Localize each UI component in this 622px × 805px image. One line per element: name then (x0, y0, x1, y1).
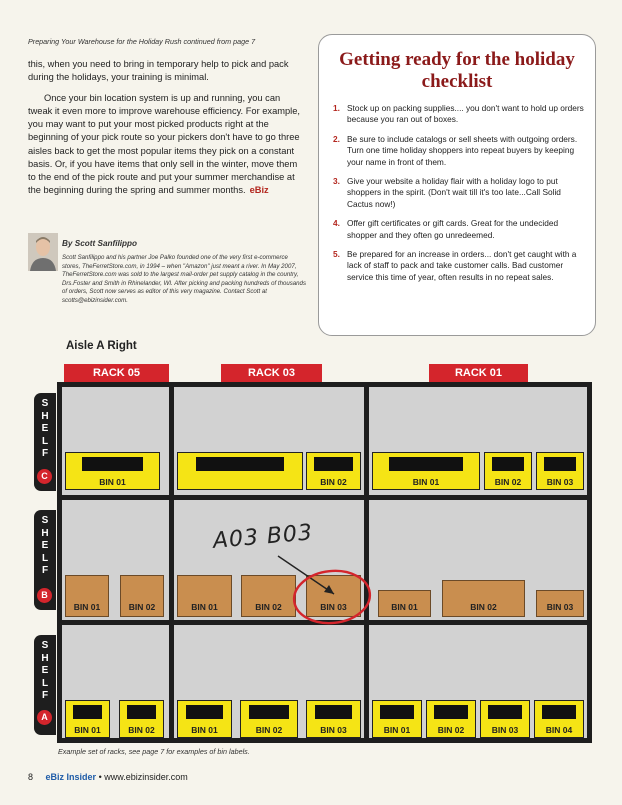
shelf-letter: H (41, 410, 49, 422)
page-number: 8 (28, 772, 34, 782)
shelf-letter: E (41, 540, 49, 551)
item-text: Offer gift certificates or gift cards. Great for the undecided shopper and they often go unredeemed. (347, 218, 559, 240)
bin-label: BIN 02 (470, 602, 497, 612)
running-head: Preparing Your Warehouse for the Holiday Rush continued from page 7 (28, 37, 256, 46)
item-number: 1. (333, 103, 340, 113)
author-name: By Scott Sanfilippo (62, 239, 138, 248)
figure-caption: Example set of racks, see page 7 for examples of bin labels. (58, 747, 250, 756)
bin-label: BIN 01 (391, 602, 418, 612)
shelf-letter-badge: B (37, 588, 52, 603)
author-bio: Scott Sanfilippo and his partner Joe Palko founded one of the very first e-commerce stores, TheFerretStore.com, in 1994 – when "Amazon" just meant a river. In May 2007, TheFerretStore.com was sold to the largest mail-order pet supply catalog in the country, Drs.Foster and Smith in Rhinelander, WI. After picking and packing hundreds of thousands of orders, Scott now serves as editor of this very magazine. Contact Scott at scotts@ebizinsider.com. (62, 254, 306, 304)
bin-label: BIN 01 (191, 602, 218, 612)
bin-label: BIN 03 (320, 602, 347, 612)
bin-label: BIN 02 (494, 477, 522, 487)
shelf-letter: H (41, 527, 49, 539)
paragraph: this, when you need to bring in temporary help to pick and pack during the holidays, your training is minimal. (28, 59, 289, 83)
bin-label: BIN 02 (255, 602, 282, 612)
bin-label: BIN 04 (545, 725, 573, 735)
footer-separator: • (98, 772, 102, 782)
aisle-title: Aisle A Right (66, 340, 137, 352)
callout-arrow-icon (278, 556, 334, 594)
highlight-circle-icon (291, 567, 372, 627)
shelf-letter-badge: C (37, 469, 52, 484)
bin-label: BIN 01 (412, 477, 440, 487)
bin-label: BIN 01 (74, 725, 101, 735)
shelf-letter: F (41, 448, 49, 459)
bin-label: BIN 03 (546, 602, 574, 612)
item-text: Be prepared for an increase in orders... don't get caught with a lack of staff to pack and take customer calls. Bad customer service this time of year, often results in no repeat sales. (347, 249, 577, 282)
rack-label: RACK 01 (429, 364, 528, 383)
footer-url: www.ebizinsider.com (104, 772, 188, 782)
arrow-head-icon (324, 585, 334, 594)
shelf-letter: E (41, 665, 49, 676)
shelf-letter: E (41, 423, 49, 434)
bin-label: BIN 01 (191, 725, 218, 735)
bin-label: BIN 02 (255, 725, 283, 735)
shelf-letter: L (41, 552, 49, 564)
bin-label: BIN 01 (383, 725, 411, 735)
page-footer (28, 772, 188, 782)
item-number: 2. (333, 133, 340, 144)
bin-label: BIN 03 (491, 725, 519, 735)
bin-label: BIN 02 (437, 725, 465, 735)
shelf-letter-badge: A (37, 710, 52, 725)
item-text: Give your website a holiday flair with a holiday logo to put shoppers in the spirit. (Don't wait till it's too late...Call Solid Cactus now!) (347, 176, 561, 209)
rack-label: RACK 03 (221, 364, 322, 383)
shelf-letter: H (41, 652, 49, 664)
bin-label: BIN 01 (73, 602, 101, 612)
bin-location-callout: A03 B03 (212, 520, 314, 554)
ebiz-end-tag: eBiz (249, 184, 269, 195)
item-text: Stock up on packing supplies.... you don't want to hold up orders because you ran out of boxes. (347, 103, 584, 125)
bin-label: BIN 03 (320, 725, 347, 735)
shelf-letter: S (41, 398, 49, 409)
bin-label: BIN 01 (99, 477, 126, 487)
publication-name: eBiz Insider (45, 772, 97, 782)
bin-label: BIN 02 (128, 725, 155, 735)
paragraph-text: Once your bin location system is up and running, you can tweak it even more to improve warehouse efficiency. For example, you may want to put your most picked products right at the beginning of your pick route so your pickers don't have to go three aisles back to get the most popular items they pick on a constant basis. Or, if you have items that only sell in the winter, move them to the end of the pick route and put your summer merchandise at the beginning during the spring and summer months. (28, 93, 300, 195)
item-number: 4. (333, 218, 340, 229)
shelf-letter: L (41, 435, 49, 447)
item-text: Be sure to include catalogs or sell sheets with outgoing orders. Turn one time holiday shoppers into repeat buyers by keeping your name in front of them. (347, 133, 578, 167)
shelf-letter: L (41, 677, 49, 689)
bin-label: BIN 03 (546, 477, 574, 487)
item-number: 3. (333, 176, 340, 187)
shelf-letter: S (41, 515, 49, 526)
shelf-letter: F (41, 690, 49, 701)
item-number: 5. (333, 249, 340, 260)
checklist-title: Getting ready for the holiday checklist (339, 49, 575, 92)
shelf-letter: S (41, 640, 49, 651)
shelf-letter: F (41, 565, 49, 576)
rack-label: RACK 05 (64, 364, 169, 383)
bin-label: BIN 02 (128, 602, 156, 612)
bin-label: BIN 02 (320, 477, 347, 487)
